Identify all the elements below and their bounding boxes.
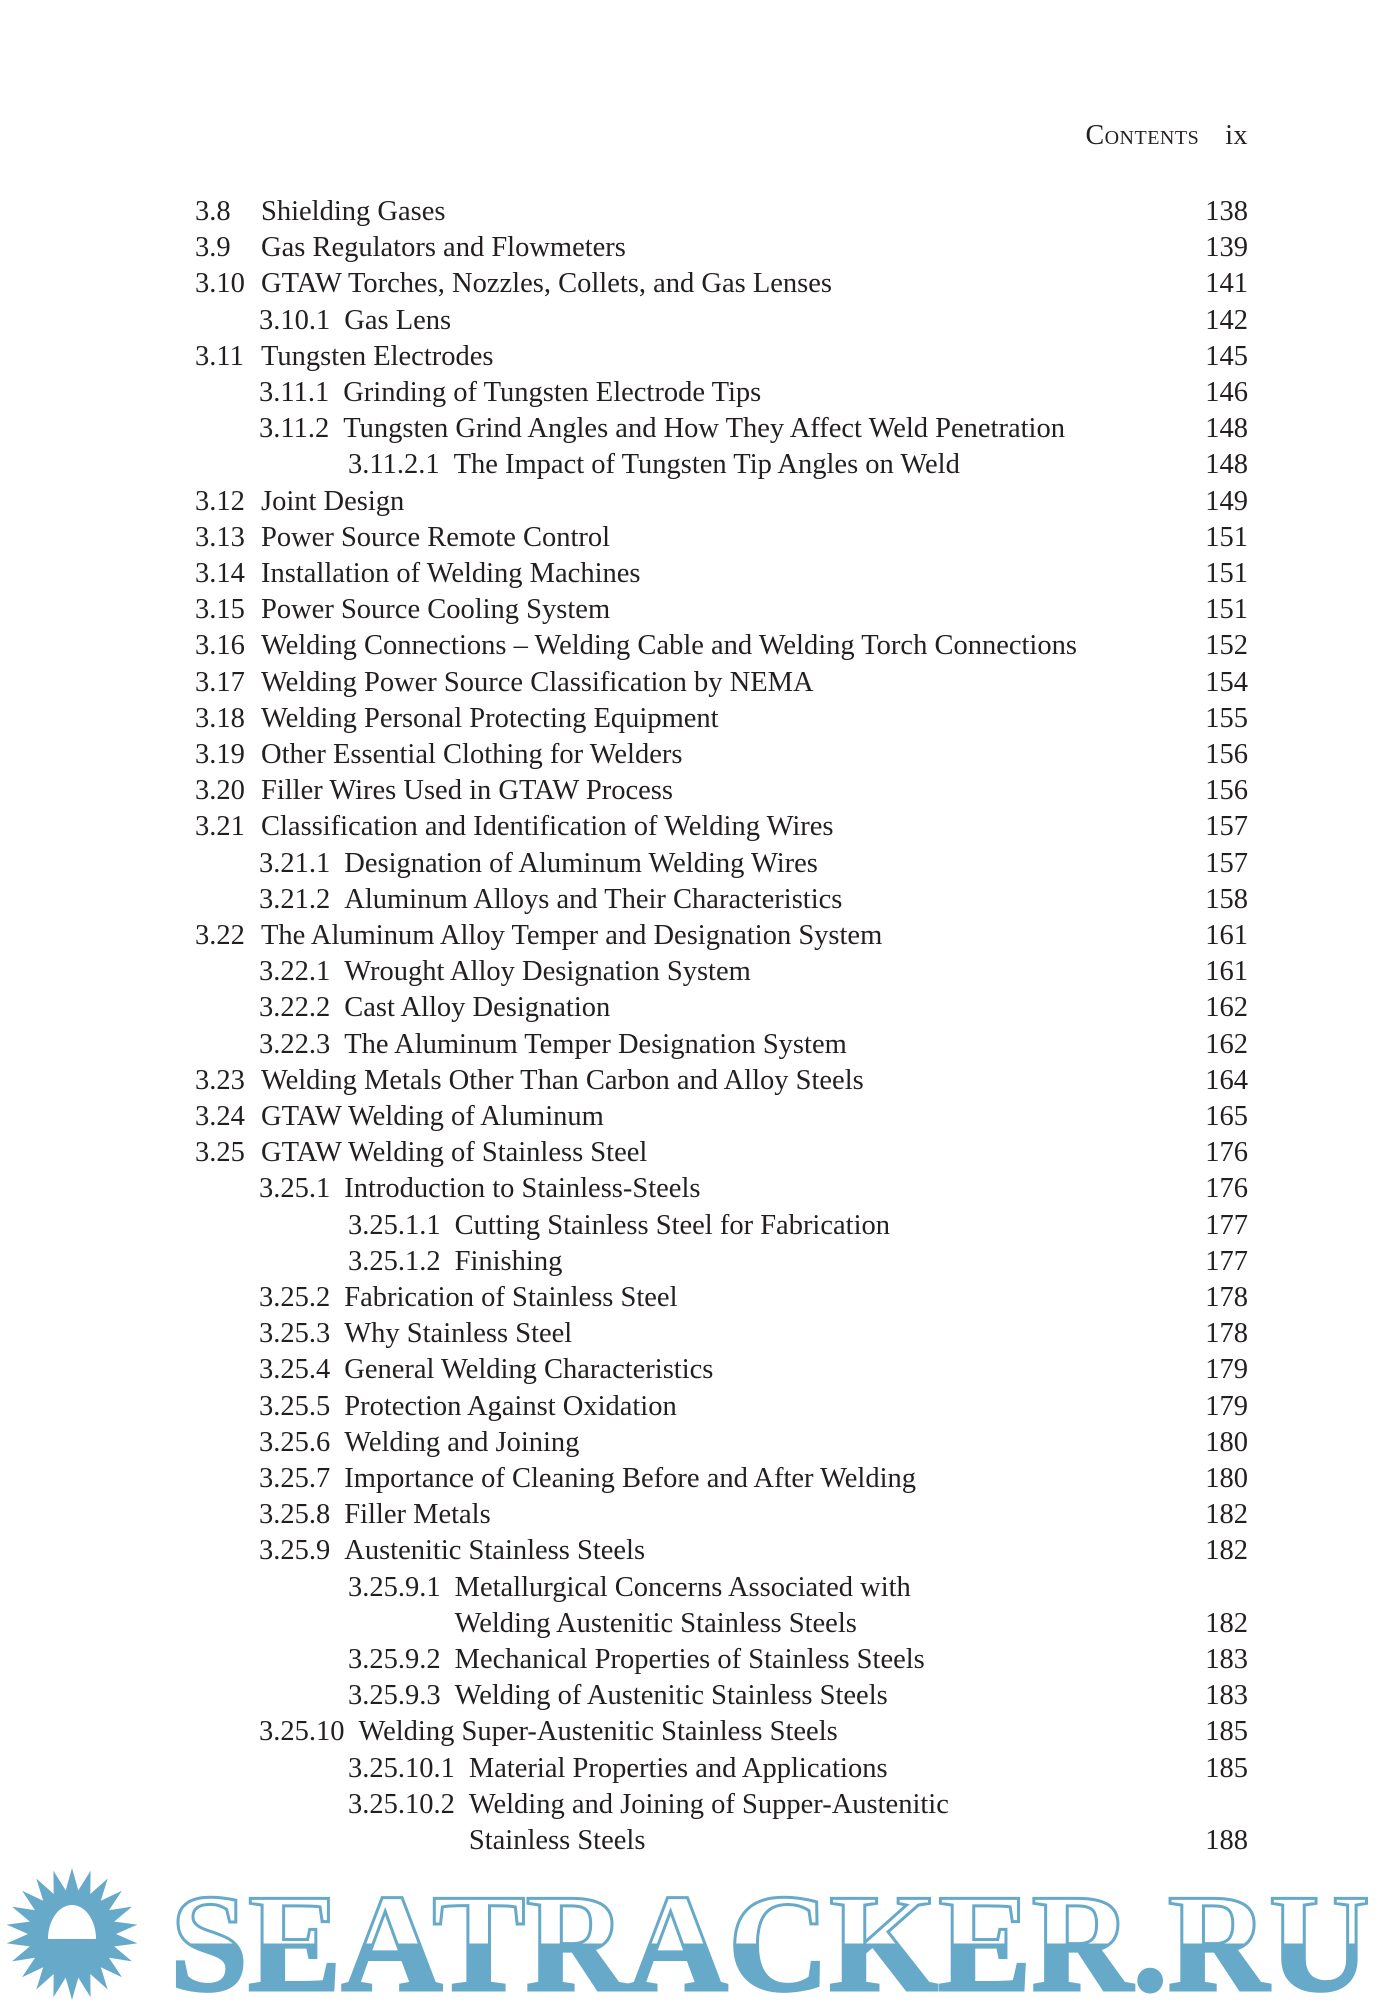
entry-title: Protection Against Oxidation: [344, 1390, 677, 1422]
entry-number: 3.25.1.1: [348, 1209, 441, 1241]
toc-entry[interactable]: [0, 1533, 1400, 1569]
entry-page-number: 157: [1205, 811, 1248, 843]
entry-page-number: 182: [1205, 1607, 1248, 1639]
entry-page-number: 188: [1205, 1825, 1248, 1856]
entry-title: Grinding of Tungsten Electrode Tips: [343, 377, 762, 408]
entry-title: Welding Super-Austenitic Stainless Steels: [358, 1716, 838, 1748]
watermark-sun-icon: [0, 1866, 1400, 2000]
entry-number: 3.15: [195, 594, 245, 626]
toc-entry-continuation: [0, 1606, 1400, 1642]
entry-page-number: 162: [1205, 1028, 1248, 1060]
entry-number: 3.11.1: [259, 377, 330, 408]
entry-title: Why Stainless Steel: [344, 1318, 573, 1350]
toc-entry[interactable]: [0, 520, 1400, 556]
entry-page-number: 176: [1205, 1137, 1248, 1169]
entry-number: 3.25.6: [259, 1426, 331, 1458]
entry-title-continued: Welding Austenitic Stainless Steels: [454, 1607, 857, 1639]
watermark-logo: [0, 1866, 1400, 2000]
entry-title: Gas Lens: [344, 304, 452, 336]
toc-entry[interactable]: [0, 1461, 1400, 1497]
entry-number: 3.12: [195, 485, 245, 517]
entry-number: 3.22.1: [259, 956, 331, 988]
toc-entry[interactable]: [0, 375, 1400, 411]
entry-number: 3.10.1: [259, 304, 331, 336]
entry-number: 3.25.7: [259, 1463, 331, 1494]
entry-number: 3.19: [195, 739, 245, 770]
toc-entry[interactable]: [0, 809, 1400, 845]
entry-title: Introduction to Stainless-Steels: [344, 1173, 701, 1205]
entry-title: Shielding Gases: [261, 196, 446, 227]
entry-number: 3.18: [195, 702, 245, 734]
toc-entry[interactable]: [0, 1171, 1400, 1207]
running-header: [1085, 120, 1248, 152]
entry-title: Fabrication of Stainless Steel: [344, 1282, 678, 1313]
toc-entry[interactable]: [0, 592, 1400, 628]
entry-title: Classification and Identification of Welding Wires: [261, 811, 834, 843]
entry-page-number: 162: [1205, 992, 1248, 1024]
entry-title: Cast Alloy Designation: [344, 992, 611, 1024]
entry-number: 3.21.1: [259, 847, 331, 879]
toc-entry[interactable]: [0, 194, 1400, 230]
entry-number: 3.25.1.2: [348, 1245, 441, 1277]
entry-title: Other Essential Clothing for Welders: [261, 739, 683, 770]
entry-page-number: 185: [1205, 1716, 1248, 1748]
toc-entry[interactable]: [0, 303, 1400, 339]
entry-page-number: 177: [1205, 1209, 1248, 1241]
toc-entry[interactable]: [0, 230, 1400, 266]
entry-title: Importance of Cleaning Before and After Welding: [344, 1463, 916, 1494]
entry-number: 3.8: [195, 196, 231, 227]
entry-title: Power Source Cooling System: [261, 594, 611, 626]
toc-entry-continuation: [0, 1823, 1400, 1859]
entry-title: The Aluminum Alloy Temper and Designation System: [261, 920, 883, 951]
entry-number: 3.11: [195, 340, 244, 372]
toc-entry[interactable]: [0, 918, 1400, 954]
toc-entry[interactable]: [0, 1280, 1400, 1316]
entry-number: 3.25.10: [259, 1716, 345, 1748]
entry-number: 3.25.2: [259, 1282, 331, 1313]
entry-page-number: 158: [1205, 883, 1248, 915]
entry-page-number: 179: [1205, 1354, 1248, 1386]
entry-title: Welding Personal Protecting Equipment: [261, 702, 719, 734]
entry-page-number: 178: [1205, 1318, 1248, 1350]
entry-title: Welding of Austenitic Stainless Steels: [454, 1680, 888, 1712]
entry-page-number: 148: [1205, 413, 1248, 445]
entry-title: Filler Wires Used in GTAW Process: [261, 775, 673, 807]
entry-page-number: 164: [1205, 1064, 1248, 1096]
entry-page-number: 179: [1205, 1390, 1248, 1422]
entry-title: Welding and Joining: [344, 1426, 580, 1458]
toc-entry[interactable]: [0, 1642, 1400, 1678]
entry-title: The Aluminum Temper Designation System: [344, 1028, 847, 1060]
entry-title: Mechanical Properties of Stainless Steels: [454, 1644, 925, 1675]
entry-page-number: 180: [1205, 1463, 1248, 1494]
entry-number: 3.22.2: [259, 992, 331, 1024]
entry-page-number: 182: [1205, 1499, 1248, 1531]
entry-page-number: 180: [1205, 1426, 1248, 1458]
entry-number: 3.25.1: [259, 1173, 331, 1205]
entry-number: 3.25.8: [259, 1499, 331, 1531]
entry-number: 3.25.9.3: [348, 1680, 441, 1712]
toc-entry[interactable]: [0, 628, 1400, 664]
entry-number: 3.10: [195, 268, 245, 300]
entry-page-number: 178: [1205, 1282, 1248, 1313]
entry-title: Welding and Joining of Supper-Austenitic: [468, 1788, 949, 1820]
entry-number: 3.22.3: [259, 1028, 331, 1060]
entry-page-number: 157: [1205, 847, 1248, 879]
entry-number: 3.25.9.2: [348, 1644, 441, 1675]
toc-entry[interactable]: [0, 1497, 1400, 1533]
entry-number: 3.25.5: [259, 1390, 331, 1422]
toc-entry[interactable]: [0, 339, 1400, 375]
toc-entry[interactable]: [0, 1425, 1400, 1461]
entry-title: Filler Metals: [344, 1499, 491, 1531]
page-number: ix: [1225, 120, 1248, 151]
entry-number: 3.9: [195, 232, 231, 264]
entry-title: GTAW Welding of Aluminum: [261, 1101, 604, 1132]
entry-number: 3.14: [195, 558, 245, 589]
toc-entry[interactable]: [0, 1570, 1400, 1606]
entry-page-number: 139: [1205, 232, 1248, 264]
toc-entry[interactable]: [0, 846, 1400, 882]
entry-page-number: 152: [1205, 630, 1248, 662]
entry-number: 3.25.9: [259, 1535, 331, 1567]
toc-entry[interactable]: [0, 1352, 1400, 1388]
toc-entry[interactable]: [0, 1316, 1400, 1352]
toc-entry[interactable]: [0, 1244, 1400, 1280]
toc-entry[interactable]: [0, 882, 1400, 918]
entry-page-number: 176: [1205, 1173, 1248, 1205]
entry-page-number: 155: [1205, 702, 1248, 734]
entry-title: Material Properties and Applications: [468, 1752, 888, 1784]
toc-entry[interactable]: [0, 665, 1400, 701]
toc-entry[interactable]: [0, 1135, 1400, 1171]
entry-title: Tungsten Grind Angles and How They Affect Weld Penetration: [343, 413, 1065, 445]
entry-page-number: 156: [1205, 775, 1248, 807]
entry-page-number: 154: [1205, 666, 1248, 698]
entry-number: 3.20: [195, 775, 245, 807]
entry-page-number: 183: [1205, 1644, 1248, 1675]
entry-title: Austenitic Stainless Steels: [344, 1535, 646, 1567]
entry-number: 3.21.2: [259, 883, 331, 915]
entry-page-number: 148: [1205, 449, 1248, 481]
entry-title: The Impact of Tungsten Tip Angles on Weld: [453, 449, 960, 481]
entry-page-number: 185: [1205, 1752, 1248, 1784]
entry-title: Power Source Remote Control: [261, 521, 611, 553]
toc-entry[interactable]: [0, 447, 1400, 483]
toc-entry[interactable]: [0, 1389, 1400, 1425]
entry-number: 3.25: [195, 1137, 245, 1169]
entry-page-number: 138: [1205, 196, 1248, 227]
toc-entry[interactable]: [0, 1714, 1400, 1750]
entry-number: 3.11.2.1: [348, 449, 440, 481]
entry-title: GTAW Welding of Stainless Steel: [261, 1137, 648, 1169]
entry-page-number: 151: [1205, 558, 1248, 589]
entry-title: Aluminum Alloys and Their Characteristics: [344, 883, 843, 915]
toc-entry[interactable]: [0, 1099, 1400, 1135]
entry-title-continued: Stainless Steels: [468, 1825, 646, 1856]
entry-page-number: 149: [1205, 485, 1248, 517]
toc-entry[interactable]: [0, 1787, 1400, 1823]
entry-page-number: 161: [1205, 956, 1248, 988]
toc-entry[interactable]: [0, 701, 1400, 737]
entry-number: 3.25.4: [259, 1354, 331, 1386]
entry-title: Wrought Alloy Designation System: [344, 956, 751, 988]
toc-entry[interactable]: [0, 990, 1400, 1026]
entry-title: Welding Power Source Classification by NEMA: [261, 666, 814, 698]
entry-number: 3.22: [195, 920, 245, 951]
entry-title: Tungsten Electrodes: [261, 340, 494, 372]
entry-title: GTAW Torches, Nozzles, Collets, and Gas Lenses: [261, 268, 832, 300]
entry-page-number: 151: [1205, 594, 1248, 626]
svg-text:SEATRACKER.RU: SEATRACKER.RU: [170, 1866, 1371, 2000]
entry-number: 3.17: [195, 666, 245, 698]
entry-page-number: 183: [1205, 1680, 1248, 1712]
toc-entry[interactable]: [0, 737, 1400, 773]
toc-entry[interactable]: [0, 556, 1400, 592]
entry-title: Installation of Welding Machines: [261, 558, 641, 589]
entry-number: 3.21: [195, 811, 245, 843]
toc-entry[interactable]: [0, 484, 1400, 520]
entry-title: Joint Design: [261, 485, 405, 517]
entry-title: Gas Regulators and Flowmeters: [261, 232, 626, 264]
entry-number: 3.16: [195, 630, 245, 662]
entry-number: 3.24: [195, 1101, 245, 1132]
entry-number: 3.13: [195, 521, 245, 553]
entry-title: Metallurgical Concerns Associated with: [454, 1571, 911, 1603]
toc-entry[interactable]: [0, 1027, 1400, 1063]
entry-number: 3.25.3: [259, 1318, 331, 1350]
entry-number: 3.25.10.1: [348, 1752, 455, 1784]
entry-title: Cutting Stainless Steel for Fabrication: [454, 1209, 890, 1241]
toc-entry[interactable]: [0, 954, 1400, 990]
toc-entry[interactable]: [0, 1751, 1400, 1787]
entry-page-number: 145: [1205, 340, 1248, 372]
entry-title: General Welding Characteristics: [344, 1354, 714, 1386]
toc-entry[interactable]: [0, 1208, 1400, 1244]
entry-page-number: 182: [1205, 1535, 1248, 1567]
entry-page-number: 156: [1205, 739, 1248, 770]
entry-title: Welding Metals Other Than Carbon and Alloy Steels: [261, 1064, 864, 1096]
toc-entry[interactable]: [0, 1063, 1400, 1099]
running-header-section: Contents: [1085, 120, 1200, 151]
entry-page-number: 141: [1205, 268, 1248, 300]
entry-page-number: 142: [1205, 304, 1248, 336]
entry-title: Welding Connections – Welding Cable and Welding Torch Connections: [261, 630, 1077, 662]
toc-entry[interactable]: [0, 1678, 1400, 1714]
entry-page-number: 146: [1205, 377, 1248, 408]
entry-number: 3.25.10.2: [348, 1788, 455, 1820]
toc-entry[interactable]: [0, 411, 1400, 447]
toc-entry[interactable]: [0, 773, 1400, 809]
entry-page-number: 161: [1205, 920, 1248, 951]
entry-page-number: 151: [1205, 521, 1248, 553]
entry-number: 3.11.2: [259, 413, 330, 445]
entry-page-number: 165: [1205, 1101, 1248, 1132]
toc-entry[interactable]: [0, 266, 1400, 302]
entry-number: 3.23: [195, 1064, 245, 1096]
entry-title: Designation of Aluminum Welding Wires: [344, 847, 818, 879]
entry-number: 3.25.9.1: [348, 1571, 441, 1603]
entry-title: Finishing: [454, 1245, 563, 1277]
entry-page-number: 177: [1205, 1245, 1248, 1277]
